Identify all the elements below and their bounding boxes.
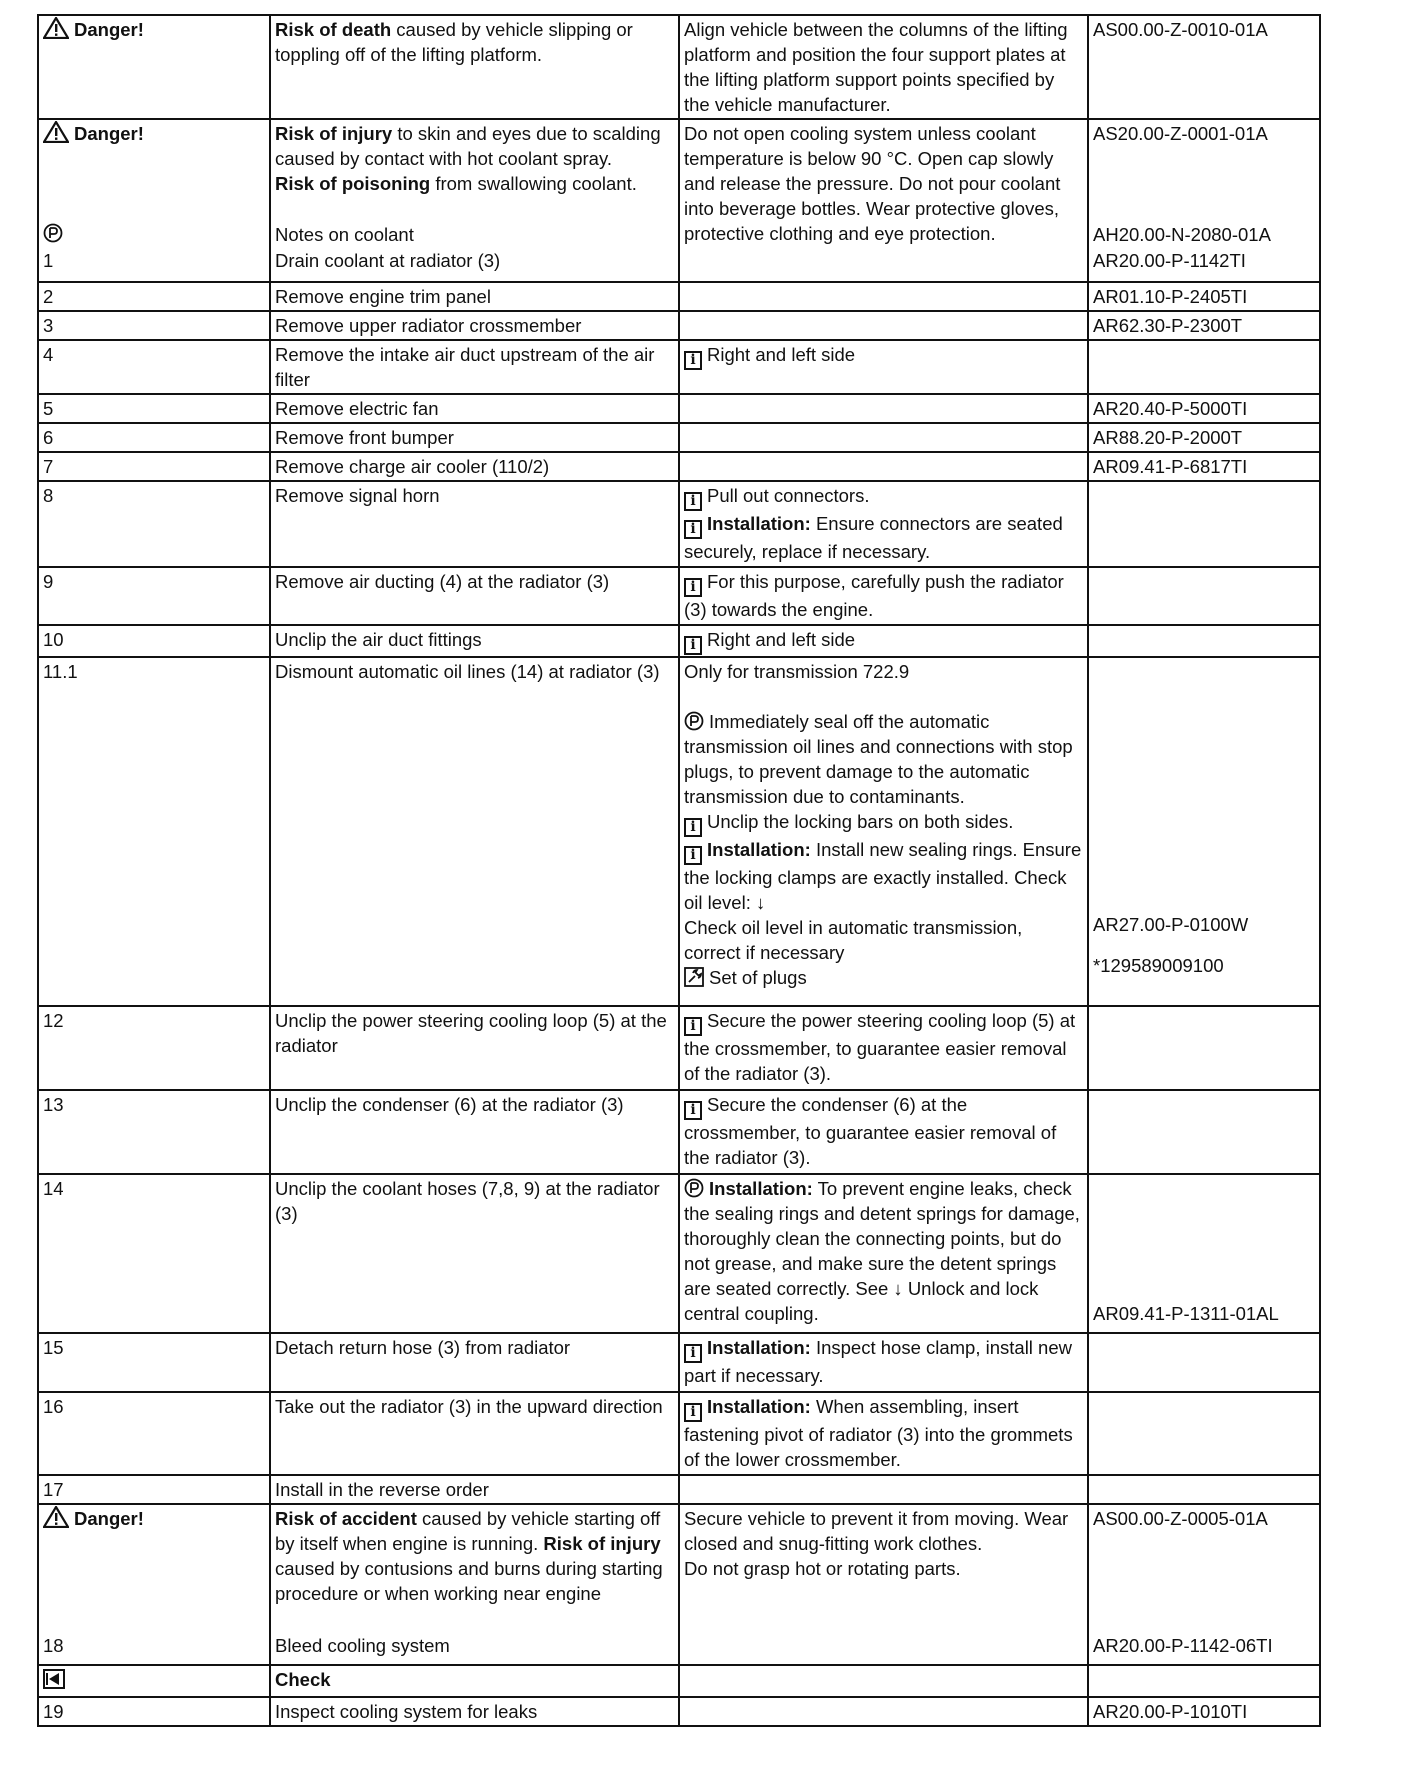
reference-link[interactable]: AR20.40-P-5000TI — [1088, 394, 1320, 423]
step-number: 16 — [38, 1392, 270, 1475]
table-row — [38, 15, 1320, 119]
installation-label: Installation: — [707, 1337, 811, 1358]
reference-link[interactable]: AR20.00-P-1010TI — [1088, 1697, 1320, 1726]
step-number: 1 — [43, 250, 54, 271]
risk-description: caused by vehicle slipping or toppling off of the lifting platform. — [275, 19, 633, 65]
info-box-icon: i — [684, 636, 702, 655]
table-row — [38, 1504, 1320, 1665]
reference-link[interactable]: AS00.00-Z-0010-01A — [1088, 15, 1320, 119]
table-row — [38, 481, 1320, 567]
step-number: 17 — [38, 1475, 270, 1504]
risk-description: caused by vehicle starting off by itself when engine is running. — [275, 1508, 661, 1554]
step-number: 15 — [38, 1333, 270, 1392]
table-row — [38, 452, 1320, 481]
step-text: Remove signal horn — [270, 481, 679, 567]
step-text: Remove front bumper — [270, 423, 679, 452]
table-row — [38, 1392, 1320, 1475]
table-row — [38, 567, 1320, 625]
info-box-icon: i — [684, 1101, 702, 1120]
table-row — [38, 1697, 1320, 1726]
part-number: *129589009100 — [1093, 955, 1224, 976]
step-number: 18 — [43, 1635, 64, 1656]
danger-label: Danger! — [74, 123, 144, 144]
step-number: 8 — [38, 481, 270, 567]
step-text: Take out the radiator (3) in the upward direction — [270, 1392, 679, 1475]
step-text: Unclip the power steering cooling loop (5) at the radiator — [270, 1006, 679, 1090]
step-number: 12 — [38, 1006, 270, 1090]
info-box-icon: i — [684, 1403, 702, 1422]
note-text: Install new sealing rings. Ensure the locking clamps are exactly installed. Check oil level: ↓ — [684, 839, 1082, 913]
note-text: Secure the power steering cooling loop (5) at the crossmember, to guarantee easier removal of the radiator (3). — [684, 1010, 1076, 1084]
step-text: Detach return hose (3) from radiator — [270, 1333, 679, 1392]
note-text: Do not open cooling system unless coolant temperature is below 90 °C. Open cap slowly and release the pressure. Do not pour coolant into beverage bottles. Wear protective gloves, protective clothing and eye protection. — [679, 119, 1088, 282]
step-text: Remove charge air cooler (110/2) — [270, 452, 679, 481]
info-box-icon: i — [684, 818, 702, 837]
risk-description: to skin and eyes due to scalding caused by contact with hot coolant spray. — [275, 123, 661, 169]
reference-link[interactable]: AS20.00-Z-0001-01A — [1093, 123, 1268, 144]
risk-title: Risk of injury — [543, 1533, 661, 1554]
step-text: Unclip the air duct fittings — [270, 625, 679, 657]
step-number: 9 — [38, 567, 270, 625]
note-text: Align vehicle between the columns of the lifting platform and position the four support plates at the lifting platform support points specified by the vehicle manufacturer. — [679, 15, 1088, 119]
reference-link[interactable]: AH20.00-N-2080-01A — [1093, 224, 1271, 245]
note-text: Check oil level in automatic transmission, correct if necessary — [684, 917, 1023, 963]
step-number: 5 — [38, 394, 270, 423]
danger-label: Danger! — [74, 1508, 144, 1529]
step-text: Remove upper radiator crossmember — [270, 311, 679, 340]
reference-link[interactable]: AR27.00-P-0100W — [1093, 914, 1249, 935]
table-row — [38, 1174, 1320, 1333]
warning-triangle-icon — [43, 1506, 69, 1528]
step-text: Notes on coolant — [275, 224, 414, 245]
step-text: Dismount automatic oil lines (14) at radiator (3) — [270, 657, 679, 1006]
note-circle-icon — [684, 711, 704, 731]
note-circle-icon — [43, 223, 63, 249]
step-text: Bleed cooling system — [275, 1635, 450, 1656]
danger-label: Danger! — [74, 19, 144, 40]
table-row — [38, 1090, 1320, 1174]
section-heading: Check — [270, 1665, 679, 1697]
note-text: Unclip the locking bars on both sides. — [707, 811, 1014, 832]
step-text: Remove electric fan — [270, 394, 679, 423]
table-row — [38, 311, 1320, 340]
installation-label: Installation: — [707, 1396, 811, 1417]
step-text: Unclip the coolant hoses (7,8, 9) at the radiator (3) — [270, 1174, 679, 1333]
step-text: Drain coolant at radiator (3) — [275, 250, 501, 271]
table-row — [38, 1475, 1320, 1504]
note-circle-icon — [684, 1178, 704, 1198]
special-tool-icon — [684, 967, 704, 987]
note-text: Secure vehicle to prevent it from moving. Wear closed and snug-fitting work clothes. — [684, 1508, 1069, 1554]
step-text: Install in the reverse order — [270, 1475, 679, 1504]
step-number: 11.1 — [38, 657, 270, 1006]
table-row — [38, 1665, 1320, 1697]
risk-title: Risk of poisoning — [275, 173, 431, 194]
step-number: 13 — [38, 1090, 270, 1174]
step-number: 4 — [38, 340, 270, 394]
step-number: 3 — [38, 311, 270, 340]
warning-triangle-icon — [43, 17, 69, 39]
step-number: 7 — [38, 452, 270, 481]
check-arrow-icon — [43, 1669, 65, 1689]
step-number: 10 — [38, 625, 270, 657]
info-box-icon: i — [684, 492, 702, 511]
table-row — [38, 625, 1320, 657]
step-text: Unclip the condenser (6) at the radiator (3) — [270, 1090, 679, 1174]
risk-description: caused by contusions and burns during starting procedure or when working near engine — [275, 1558, 663, 1604]
table-row — [38, 657, 1320, 1006]
note-text: Only for transmission 722.9 — [684, 661, 910, 682]
note-text: For this purpose, carefully push the radiator (3) towards the engine. — [684, 571, 1064, 620]
table-row — [38, 1333, 1320, 1392]
info-box-icon: i — [684, 351, 702, 370]
step-text: Remove engine trim panel — [270, 282, 679, 311]
table-row — [38, 282, 1320, 311]
reference-link[interactable]: AR62.30-P-2300T — [1088, 311, 1320, 340]
reference-link[interactable]: AR20.00-P-1142-06TI — [1093, 1635, 1273, 1656]
step-number: 2 — [38, 282, 270, 311]
reference-link[interactable]: AR20.00-P-1142TI — [1093, 250, 1246, 271]
table-row — [38, 119, 1320, 282]
note-text: Secure the condenser (6) at the crossmember, to guarantee easier removal of the radiator (3). — [684, 1094, 1057, 1168]
installation-label: Installation: — [709, 1178, 813, 1199]
reference-link[interactable]: AS00.00-Z-0005-01A — [1093, 1508, 1268, 1529]
risk-title: Risk of death — [275, 19, 392, 40]
risk-title: Risk of accident — [275, 1508, 417, 1529]
info-box-icon: i — [684, 1344, 702, 1363]
info-box-icon: i — [684, 520, 702, 539]
reference-link[interactable]: AR01.10-P-2405TI — [1088, 282, 1320, 311]
table-row — [38, 423, 1320, 452]
step-number: 14 — [38, 1174, 270, 1333]
note-text: Right and left side — [707, 629, 856, 650]
step-number: 6 — [38, 423, 270, 452]
note-text: Immediately seal off the automatic transmission oil lines and connections with stop plugs, to prevent damage to the automatic transmission due to contaminants. — [684, 711, 1073, 807]
step-number: 19 — [38, 1697, 270, 1726]
step-text: Inspect cooling system for leaks — [270, 1697, 679, 1726]
reference-link[interactable]: AR09.41-P-1311-01AL — [1093, 1303, 1279, 1324]
reference-link[interactable]: AR09.41-P-6817TI — [1088, 452, 1320, 481]
note-text: Inspect hose clamp, install new part if necessary. — [684, 1337, 1072, 1386]
note-text: To prevent engine leaks, check the sealing rings and detent springs for damage, thoroughly clean the connecting points, but do not grease, and make sure the detent springs are seated correctly. See ↓ Unlock and lock central coupling. — [684, 1178, 1080, 1324]
installation-label: Installation: — [707, 839, 811, 860]
note-text: Ensure connectors are seated securely, replace if necessary. — [684, 513, 1063, 562]
warning-triangle-icon — [43, 121, 69, 143]
info-box-icon: i — [684, 846, 702, 865]
note-text: Do not grasp hot or rotating parts. — [684, 1558, 961, 1579]
procedure-table — [37, 14, 1321, 1727]
step-text: Remove air ducting (4) at the radiator (3) — [270, 567, 679, 625]
note-text: Set of plugs — [709, 967, 807, 988]
note-text: Pull out connectors. — [707, 485, 870, 506]
risk-title: Risk of injury — [275, 123, 393, 144]
note-text: Right and left side — [707, 344, 856, 365]
step-text: Remove the intake air duct upstream of the air filter — [270, 340, 679, 394]
risk-description: from swallowing coolant. — [430, 173, 637, 194]
table-row — [38, 1006, 1320, 1090]
info-box-icon: i — [684, 578, 702, 597]
table-row — [38, 394, 1320, 423]
note-text: When assembling, insert fastening pivot of radiator (3) into the grommets of the lower crossmember. — [684, 1396, 1073, 1470]
installation-label: Installation: — [707, 513, 811, 534]
table-row — [38, 340, 1320, 394]
reference-link[interactable]: AR88.20-P-2000T — [1088, 423, 1320, 452]
info-box-icon: i — [684, 1017, 702, 1036]
